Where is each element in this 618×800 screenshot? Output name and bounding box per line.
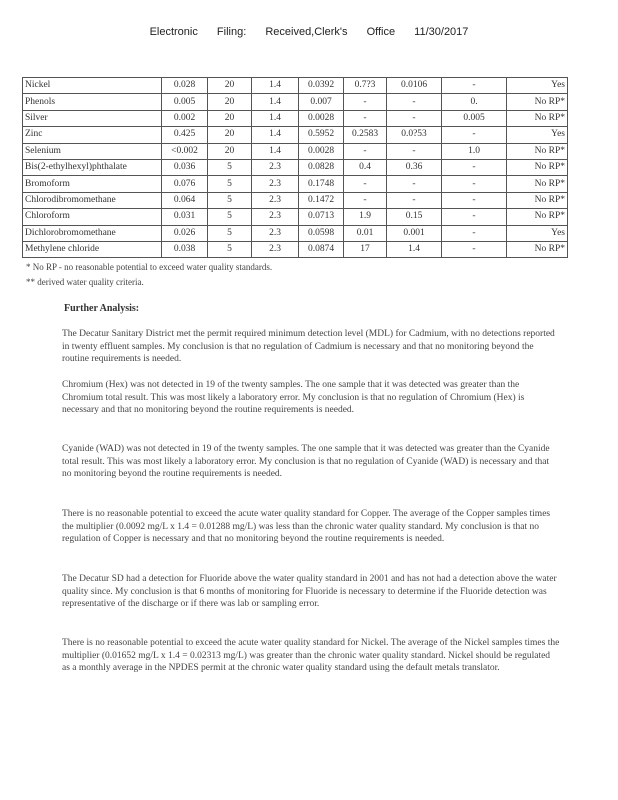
table-cell: 0.0106 — [387, 78, 442, 94]
table-cell: 0.0828 — [299, 159, 344, 175]
table-cell: 0.026 — [162, 225, 208, 241]
table-cell: No RP* — [507, 94, 568, 110]
table-cell: 0.0392 — [299, 78, 344, 94]
paragraph-chromium: Chromium (Hex) was not detected in 19 of the twenty samples. The one sample that it was detected was greater than the Chromium total result. This was most likely a laboratory error. My conclusion is that no regulation of Chromium (Hex) is necessary and that no monitoring beyond the routine requirements is needed. — [62, 380, 525, 416]
table-cell: - — [387, 192, 442, 208]
table-cell: - — [442, 159, 507, 175]
table-cell: - — [344, 110, 387, 126]
table-cell: 0.064 — [162, 192, 208, 208]
header-filing: Filing: — [216, 26, 247, 38]
table-cell: 5 — [208, 241, 252, 257]
table-row — [23, 127, 568, 143]
table-cell: - — [387, 143, 442, 159]
parameter-name-cell: Nickel — [23, 78, 162, 94]
table-cell: - — [442, 225, 507, 241]
table-cell: 20 — [208, 143, 252, 159]
table-cell: - — [442, 176, 507, 192]
table-cell: No RP* — [507, 192, 568, 208]
table-cell: 1.4 — [252, 110, 299, 126]
table-cell: 0.0?53 — [387, 127, 442, 143]
table-cell: 2.3 — [252, 176, 299, 192]
parameter-name-cell: Chlorodibromomethane — [23, 192, 162, 208]
table-cell: 0.076 — [162, 176, 208, 192]
table-cell: 0. — [442, 94, 507, 110]
parameter-name-cell: Bis(2-ethylhexyl)phthalate — [23, 159, 162, 175]
parameter-name-cell: Methylene chloride — [23, 241, 162, 257]
table-cell: 1.0 — [442, 143, 507, 159]
parameter-name-cell: Chloroform — [23, 209, 162, 225]
filing-header — [0, 26, 618, 38]
table-cell: 0.028 — [162, 78, 208, 94]
table-cell: 2.3 — [252, 241, 299, 257]
table-cell: 0.0028 — [299, 143, 344, 159]
table-cell: 1.4 — [252, 143, 299, 159]
table-row — [23, 94, 568, 110]
table-cell: - — [442, 127, 507, 143]
table-cell: No RP* — [507, 143, 568, 159]
table-cell: 5 — [208, 209, 252, 225]
parameter-name-cell: Zinc — [23, 127, 162, 143]
table-cell: 0.7?3 — [344, 78, 387, 94]
table-cell: 0.2583 — [344, 127, 387, 143]
parameter-name-cell: Phenols — [23, 94, 162, 110]
table-cell: 0.0713 — [299, 209, 344, 225]
header-date: 11/30/2017 — [414, 26, 469, 38]
table-cell: 0.036 — [162, 159, 208, 175]
parameter-name-cell: Bromoform — [23, 176, 162, 192]
table-cell: 0.5952 — [299, 127, 344, 143]
table-cell: Yes — [507, 78, 568, 94]
parameter-name-cell: Dichlorobromomethane — [23, 225, 162, 241]
table-cell: 0.0598 — [299, 225, 344, 241]
table-cell: 0.001 — [387, 225, 442, 241]
paragraph-fluoride: The Decatur SD had a detection for Fluoride above the water quality standard in 2001 and has not had a detection above the water quality since. My conclusion is that 6 months of monitoring for Fluoride is necessary to determine if the Fluoride detection was representative of the discharge or if there was lab or sampling error. — [62, 574, 557, 610]
table-cell: No RP* — [507, 159, 568, 175]
table-cell: 1.9 — [344, 209, 387, 225]
table-cell: 0.031 — [162, 209, 208, 225]
table-cell: No RP* — [507, 110, 568, 126]
table-cell: 0.1748 — [299, 176, 344, 192]
table-cell: 5 — [208, 159, 252, 175]
table-cell: Yes — [507, 127, 568, 143]
footnote-no-rp: * No RP - no reasonable potential to exceed water quality standards. — [26, 262, 273, 272]
table-cell: 20 — [208, 78, 252, 94]
table-cell: 2.3 — [252, 225, 299, 241]
footnote-derived: ** derived water quality criteria. — [26, 277, 144, 287]
table-cell: 0.1472 — [299, 192, 344, 208]
table-cell: 5 — [208, 192, 252, 208]
table-cell: 0.0874 — [299, 241, 344, 257]
table-cell: - — [442, 209, 507, 225]
parameter-name-cell: Silver — [23, 110, 162, 126]
table-cell: - — [442, 192, 507, 208]
analysis-table — [22, 77, 568, 258]
table-cell: 2.3 — [252, 159, 299, 175]
table-row — [23, 143, 568, 159]
table-cell: No RP* — [507, 209, 568, 225]
table-cell: - — [442, 241, 507, 257]
table-cell: No RP* — [507, 241, 568, 257]
table-cell: No RP* — [507, 176, 568, 192]
paragraph-copper: There is no reasonable potential to exceed the acute water quality standard for Copper. The average of the Copper samples times the multiplier (0.0092 mg/L x 1.4 = 0.01288 mg/L) was less than the chronic water quality standard. My conclusion is that no regulation of Copper is necessary and that no monitoring beyond the routine requirements is needed. — [62, 509, 551, 545]
table-cell: 0.01 — [344, 225, 387, 241]
table-cell: 1.4 — [252, 94, 299, 110]
table-cell: - — [442, 78, 507, 94]
table-cell: 0.002 — [162, 110, 208, 126]
table-cell: 0.005 — [442, 110, 507, 126]
header-office: Office — [366, 26, 396, 38]
paragraph-nickel: There is no reasonable potential to exceed the acute water quality standard for Nickel. The average of the Nickel samples times the multiplier (0.01652 mg/L x 1.4 = 0.02313 mg/L) was greater than the chronic water quality standard. Nickel should be regulated as a monthly average in the NPDES permit at the chronic water quality standard using the default metals translator. — [62, 638, 560, 674]
table-cell: Yes — [507, 225, 568, 241]
table-cell: 20 — [208, 110, 252, 126]
table-row — [23, 78, 568, 94]
table-cell: 0.425 — [162, 127, 208, 143]
table-cell: 1.4 — [252, 78, 299, 94]
table-cell: 5 — [208, 225, 252, 241]
table-cell: 0.0028 — [299, 110, 344, 126]
table-cell: - — [344, 192, 387, 208]
paragraph-cyanide: Cyanide (WAD) was not detected in 19 of the twenty samples. The one sample that it was detected was greater than the Cyanide total result. This was most likely a laboratory error. My conclusion is that no regulation of Cyanide (WAD) is necessary and that no monitoring beyond the routine requirements is needed. — [62, 444, 550, 480]
table-row — [23, 192, 568, 208]
table-cell: 0.36 — [387, 159, 442, 175]
table-cell: - — [344, 176, 387, 192]
table-cell: 20 — [208, 127, 252, 143]
table-cell: - — [387, 110, 442, 126]
table-cell: 2.3 — [252, 209, 299, 225]
table-cell: - — [344, 143, 387, 159]
table-cell: 1.4 — [387, 241, 442, 257]
table-cell: 2.3 — [252, 192, 299, 208]
table-row — [23, 159, 568, 175]
header-received: Received,Clerk's — [265, 26, 348, 38]
table-cell: - — [344, 94, 387, 110]
table-cell: 17 — [344, 241, 387, 257]
table-cell: 0.4 — [344, 159, 387, 175]
table-row — [23, 209, 568, 225]
table-cell: 0.15 — [387, 209, 442, 225]
table-row — [23, 241, 568, 257]
table-cell: 0.005 — [162, 94, 208, 110]
table-row — [23, 225, 568, 241]
header-electronic: Electronic — [149, 26, 198, 38]
table-cell: 0.038 — [162, 241, 208, 257]
table-row — [23, 176, 568, 192]
table-cell: - — [387, 94, 442, 110]
section-title: Further Analysis: — [64, 303, 140, 314]
table-cell: 1.4 — [252, 127, 299, 143]
table-cell: <0.002 — [162, 143, 208, 159]
table-cell: - — [387, 176, 442, 192]
table-cell: 5 — [208, 176, 252, 192]
parameter-name-cell: Selenium — [23, 143, 162, 159]
table-cell: 20 — [208, 94, 252, 110]
table-cell: 0.007 — [299, 94, 344, 110]
table-row — [23, 110, 568, 126]
paragraph-cadmium: The Decatur Sanitary District met the permit required minimum detection level (MDL) for Cadmium, with no detections reported in twenty effluent samples. My conclusion is that no regulation of Cadmium is necessary and that no monitoring beyond the routine requirements is needed. — [62, 329, 555, 365]
